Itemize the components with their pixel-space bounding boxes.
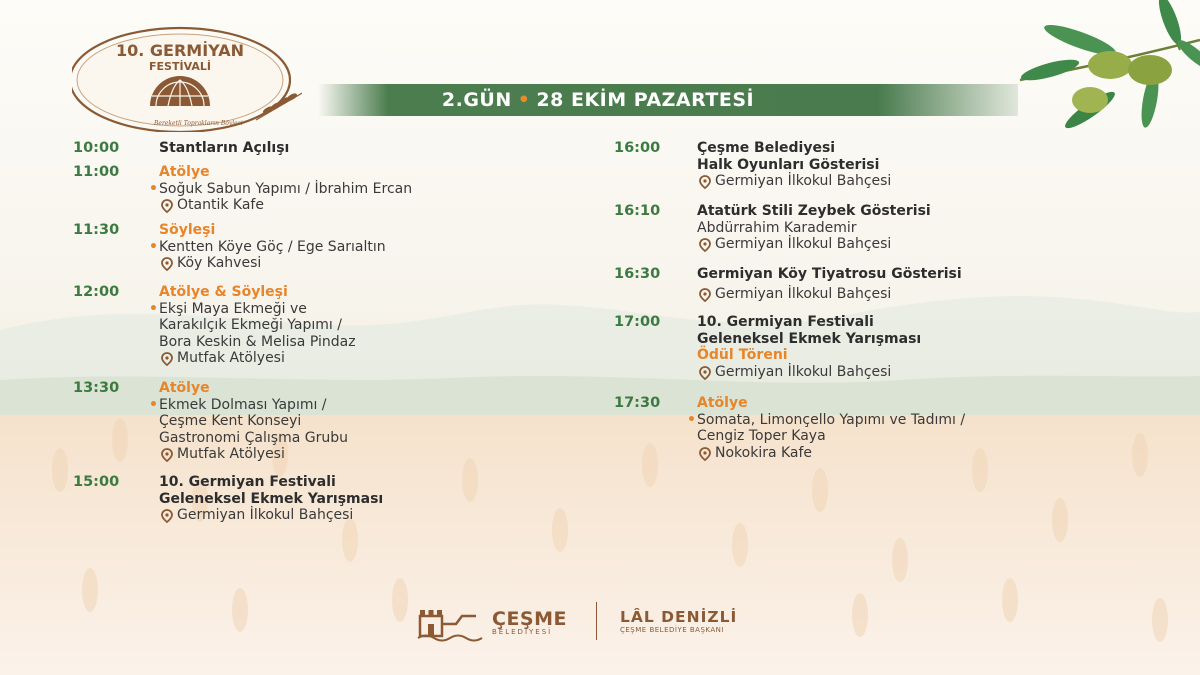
event-title: Geleneksel Ekmek Yarışması bbox=[697, 330, 922, 347]
event-activity: • Kentten Köye Göç / Ege Sarıaltın bbox=[149, 238, 386, 255]
event-category: Söyleşi bbox=[159, 222, 216, 238]
location-pin-icon bbox=[160, 509, 174, 523]
event-highlight: Ödül Töreni bbox=[697, 347, 788, 363]
mayor-name: LÂL DENİZLİ bbox=[620, 608, 738, 626]
event-title: Çeşme Belediyesi bbox=[697, 140, 836, 156]
event-activity-line: Karakılçık Ekmeği Yapımı / bbox=[159, 317, 342, 333]
day-banner bbox=[318, 84, 1018, 116]
event-location: Germiyan İlkokul Bahçesi bbox=[159, 507, 383, 524]
event-subtitle: Abdürrahim Karademir bbox=[697, 219, 857, 236]
olive-branch-decoration bbox=[1010, 0, 1200, 160]
location-pin-icon bbox=[160, 199, 174, 213]
event-title: 10. Germiyan Festivali bbox=[697, 314, 874, 330]
cesme-municipality-icon bbox=[416, 602, 484, 642]
event-activity: • Soğuk Sabun Yapımı / İbrahim Ercan bbox=[149, 180, 413, 197]
logo-title-line2: FESTİVALİ bbox=[149, 60, 211, 73]
location-pin-icon bbox=[698, 175, 712, 189]
bullet-icon: • bbox=[149, 300, 158, 317]
logo-slogan: Bereketli Toprakların Böylesi bbox=[154, 120, 243, 127]
event-activity: • Ekşi Maya Ekmeği ve bbox=[149, 300, 307, 317]
event-activity-line: Gastronomi Çalışma Grubu bbox=[159, 429, 348, 446]
event-time: 15:00 bbox=[73, 474, 120, 490]
location-pin-icon bbox=[160, 257, 174, 271]
event-activity-line: Bora Keskin & Melisa Pindaz bbox=[159, 333, 356, 350]
event-time: 16:30 bbox=[614, 266, 661, 282]
event-location: Germiyan İlkokul Bahçesi bbox=[697, 236, 931, 253]
event-time: 13:30 bbox=[73, 380, 120, 396]
event-activity-line: Çeşme Kent Konseyi bbox=[159, 413, 302, 429]
event-time: 17:00 bbox=[614, 314, 661, 330]
location-pin-icon bbox=[698, 288, 712, 302]
bullet-icon: • bbox=[687, 411, 696, 428]
municipality-name: ÇEŞME bbox=[492, 608, 567, 630]
festival-logo bbox=[72, 22, 302, 132]
event-time: 16:00 bbox=[614, 140, 661, 156]
separator-dot: • bbox=[517, 89, 531, 111]
event-time: 16:10 bbox=[614, 203, 661, 219]
location-pin-icon bbox=[160, 448, 174, 462]
location-pin-icon bbox=[698, 238, 712, 252]
event-activity: • Somata, Limonçello Yapımı ve Tadımı / bbox=[687, 411, 966, 428]
event-time: 10:00 bbox=[73, 140, 120, 156]
event-location: Germiyan İlkokul Bahçesi bbox=[697, 173, 891, 190]
festival-emblem bbox=[72, 22, 302, 132]
banner-text bbox=[318, 84, 878, 116]
event-location: Germiyan İlkokul Bahçesi bbox=[697, 364, 921, 381]
bullet-icon: • bbox=[149, 396, 158, 413]
banner-date: 28 EKİM PAZARTESİ bbox=[536, 89, 755, 111]
event-category: Atölye bbox=[697, 395, 748, 411]
logo-title-line1: 10. GERMİYAN bbox=[116, 41, 244, 60]
event-location: Mutfak Atölyesi bbox=[159, 350, 356, 367]
event-activity: • Ekmek Dolması Yapımı / bbox=[149, 396, 327, 413]
location-pin-icon bbox=[160, 352, 174, 366]
event-location: Nokokira Kafe bbox=[697, 445, 965, 462]
location-pin-icon bbox=[698, 366, 712, 380]
event-title: Stantların Açılışı bbox=[159, 140, 290, 156]
event-location: Otantik Kafe bbox=[159, 197, 412, 214]
event-title: Geleneksel Ekmek Yarışması bbox=[159, 490, 384, 507]
event-time: 12:00 bbox=[73, 284, 120, 300]
event-title: Halk Oyunları Gösterisi bbox=[697, 156, 880, 173]
event-title: 10. Germiyan Festivali bbox=[159, 474, 336, 490]
footer-logos bbox=[416, 600, 796, 644]
event-time: 11:00 bbox=[73, 164, 120, 180]
location-pin-icon bbox=[698, 447, 712, 461]
event-location: Köy Kahvesi bbox=[159, 255, 386, 272]
footer-divider bbox=[596, 602, 597, 640]
event-time: 11:30 bbox=[73, 222, 120, 238]
bullet-icon: • bbox=[149, 180, 158, 197]
event-location: Germiyan İlkokul Bahçesi bbox=[697, 286, 962, 303]
banner-day: 2.GÜN bbox=[441, 89, 512, 111]
event-title: Germiyan Köy Tiyatrosu Gösterisi bbox=[697, 266, 962, 282]
event-location: Mutfak Atölyesi bbox=[159, 446, 348, 463]
event-category: Atölye & Söyleşi bbox=[159, 284, 288, 300]
bullet-icon: • bbox=[149, 238, 158, 255]
event-activity-line: Cengiz Toper Kaya bbox=[697, 428, 826, 444]
event-title: Atatürk Stili Zeybek Gösterisi bbox=[697, 203, 931, 219]
mayor-title: ÇEŞME BELEDİYE BAŞKANI bbox=[620, 626, 724, 634]
event-time: 17:30 bbox=[614, 395, 661, 411]
event-category: Atölye bbox=[159, 380, 210, 396]
municipality-subtitle: BELEDİYESİ bbox=[492, 628, 553, 636]
event-category: Atölye bbox=[159, 164, 210, 180]
